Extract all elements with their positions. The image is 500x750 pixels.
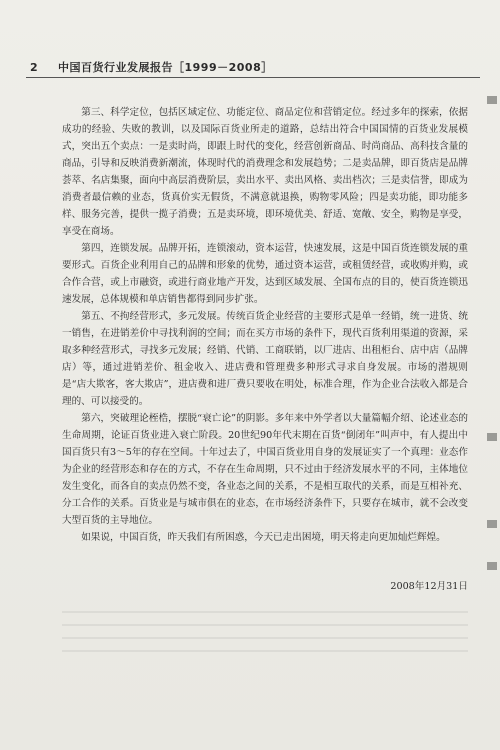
page-edge-mark [487, 562, 497, 570]
running-header-title: 中国百货行业发展报告［1999－2008］ [58, 61, 273, 74]
page-edge-mark [487, 96, 497, 104]
running-header [30, 58, 480, 76]
paragraph-diversified-operation: 第五、不拘经营形式，多元发展。传统百货企业经营的主要形式是单一经销，统一进货、统一销售，在进销差价中寻找利润的空间；而在买方市场的条件下，现代百货利用渠道的资源，采取多种经营形式，寻找多元发展；经销、代销、工商联销，以厂进店、出租柜台、店中店（品牌店）等，通过进销差价、租金收入、进店费和管理费多种形式寻求自身发展。市场的潜规则是“店大欺客，客大欺店”，进店费和进厂费只要收在明处，标准合理，作为企业合法收入都是合理的、可以接受的。 [62, 311, 468, 407]
paragraph-lifecycle-theory: 第六，突破理论桎梏，摆脱“衰亡论”的阴影。多年来中外学者以大量篇幅介绍、论述业态的生命周期，论证百货业进入衰亡阶段。20世纪90年代末期在百货“倒闭年”叫声中，有人提出中国百货只有3～5年的存在空间。十年过去了，中国百货业用自身的发展证实了一个真理：业态作为企业的经营形态和存在的方式，不存在生命周期，只不过由于经济发展水平的不同，主体地位发生变化，而各自的卖点仍然不变，各业态之间的关系，不是相互取代的关系，而是互相补充、分工合作的关系。百货业是与城市俱在的业态，在市场经济条件下，只要存在城市，就不会改变大型百货的主导地位。 [62, 413, 468, 526]
paragraph-positioning: 第三、科学定位，包括区域定位、功能定位、商品定位和营销定位。经过多年的探索，依据成功的经验、失败的教训，以及国际百货业所走的道路，总结出符合中国国情的百货业发展模式，突出五个卖点：一是卖时尚，即跟上时代的变化，经营创新商品、时尚商品、高科技含量的商品，引导和反映消费新潮流，体现时代的消费理念和发展趋势；二是卖品牌，即百货店是品牌荟萃、名店集聚，面向中高层消费阶层，卖出水平、卖出风格、卖出档次；三是卖信誉，即成为消费者最信赖的业态，货真价实无假货，不满意就退换，购物零风险；四是卖功能，即功能多样、服务完善，提供一揽子消费；五是卖环境，即环境优美、舒适、宽敞、安全，购物是享受，享受在商场。 [62, 107, 468, 237]
page-number: 2 [30, 60, 38, 74]
show-through-text [62, 600, 468, 652]
signoff-date: 2008年12月31日 [390, 581, 468, 592]
paragraph-chain-development: 第四，连锁发展。品牌开拓，连锁滚动，资本运营，快速发展，这是中国百货连锁发展的重要形式。百货企业利用自己的品牌和形象的优势，通过资本运营，或租赁经营，或收购并购，或合作合营，或上市融资，或进行商业地产开发，达到区域发展、全国布点的目的，使百货连锁迅速发展，总体规模和单店销售都得到同步扩张。 [62, 243, 468, 305]
page-edge-mark [487, 520, 497, 528]
header-rule [26, 77, 480, 78]
body-text [62, 104, 468, 546]
paragraph-conclusion: 如果说，中国百货，昨天我们有所困惑，今天已走出困境，明天将走向更加灿烂辉煌。 [81, 532, 446, 543]
page-edge-mark [487, 433, 497, 441]
